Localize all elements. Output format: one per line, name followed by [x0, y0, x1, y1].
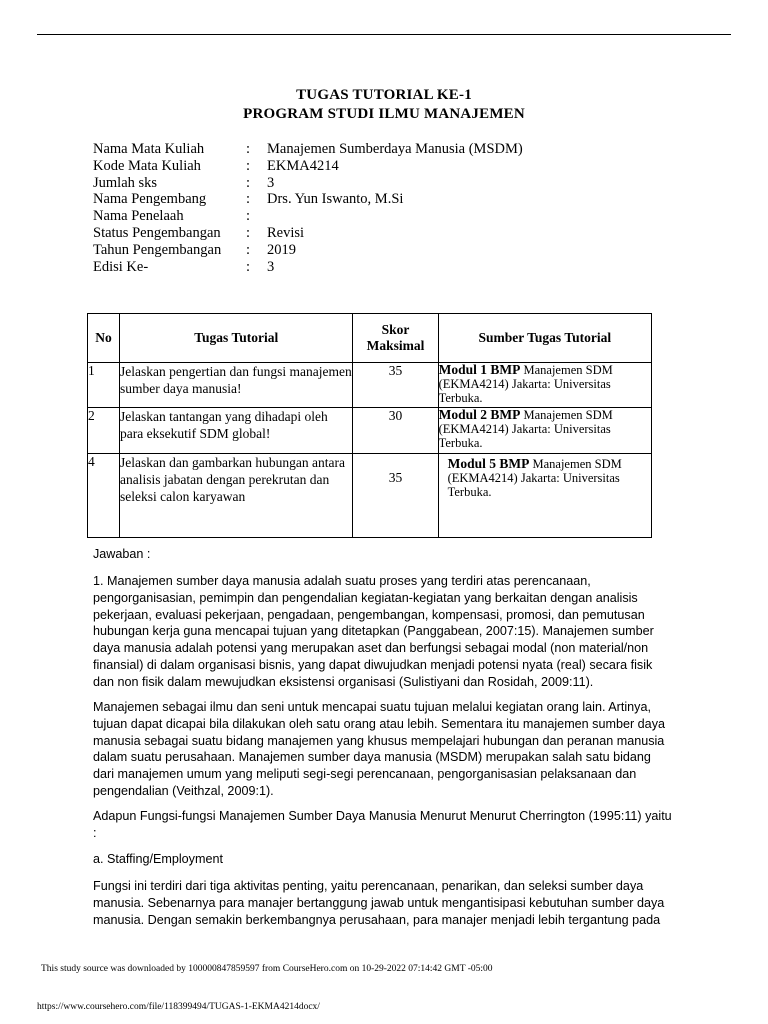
cell-no: 2: [88, 408, 120, 454]
cell-task: Jelaskan dan gambarkan hubungan antara analisis jabatan dengan perekrutan dan seleksi calon karyawan: [120, 454, 353, 538]
cell-source: [438, 454, 651, 538]
table-row: [88, 363, 652, 408]
info-colon: :: [246, 208, 251, 225]
header-no: No: [88, 314, 120, 363]
cell-skor: 35: [353, 363, 438, 408]
document-title: TUGAS TUTORIAL KE-1: [296, 87, 472, 103]
cell-skor: 30: [353, 408, 438, 454]
info-label: Edisi Ke-: [93, 258, 149, 275]
source-detail: Manajemen SDM (EKMA4214) Jakarta: Universitas Terbuka.: [438, 363, 613, 405]
info-colon: :: [246, 141, 251, 157]
info-colon: :: [246, 258, 251, 275]
table-header-row: [88, 314, 652, 363]
table-row: [88, 408, 652, 454]
info-value: Drs. Yun Iswanto, M.Si: [267, 191, 404, 208]
header-skor-line1: Skor: [381, 322, 410, 337]
source-detail: Manajemen SDM (EKMA4214) Jakarta: Universitas Terbuka.: [438, 408, 613, 450]
info-label: Nama Pengembang: [93, 191, 207, 208]
cell-no: 1: [88, 363, 120, 408]
cell-no: 4: [88, 454, 120, 538]
info-label: Status Pengembangan: [93, 224, 221, 241]
info-label: Tahun Pengembangan: [93, 241, 222, 258]
cell-source: [438, 408, 651, 454]
info-colon: :: [246, 157, 251, 174]
info-value: Revisi: [267, 224, 305, 241]
answer-subheading-staffing: a. Staffing/Employment: [93, 852, 223, 866]
cell-task: Jelaskan tantangan yang dihadapi oleh para eksekutif SDM global!: [120, 408, 353, 454]
info-colon: :: [246, 241, 251, 258]
cell-task: Jelaskan pengertian dan fungsi manajemen sumber daya manusia!: [120, 363, 353, 408]
info-colon: :: [246, 174, 251, 191]
info-value: 2019: [267, 241, 296, 258]
answer-paragraph-5: Fungsi ini terdiri dari tiga aktivitas penting, yaitu perencanaan, penarikan, dan seleksi sumber daya manusia. Sebenarnya para manajer bertanggung jawab untuk mengantisipasi kebutuhan sumber daya manusia. Dengan semakin berkembangnya perusahaan, para manajer menjadi lebih tergantung pada: [93, 879, 665, 927]
answer-paragraph-1: 1. Manajemen sumber daya manusia adalah suatu proses yang terdiri atas perencanaan, pengorganisasian, pemimpin dan pengendalian kegiatan-kegiatan yang berkaitan dengan analisis pekerjaan, evaluasi pekerjaan, pengadaan, pengembangan, kompensasi, promosi, dan pemutusan hubungan kerja guna mencapai tujuan yang ditetapkan (Panggabean, 2007:15). Manajemen sumber daya manusia adalah potensi yang merupakan aset dan berfungsi sebagai modal (non material/non finansial) di dalam organisasi bisnis, yang dapat diwujudkan menjadi potensi nyata (real) secara fisik dan non fisik dalam mewujudkan eksistensi organisasi (Sulistiyani dan Rosidah, 2009:11).: [93, 574, 654, 689]
header-skor-line2: Maksimal: [366, 338, 425, 353]
answer-heading: Jawaban :: [93, 547, 151, 561]
source-detail: Manajemen SDM (EKMA4214) Jakarta: Universitas Terbuka.: [447, 457, 622, 499]
top-rule: [37, 34, 731, 35]
cell-source: [438, 363, 651, 408]
download-notice: This study source was downloaded by 100000847859597 from CourseHero.com on 10-29-2022 07:14:42 GMT -05:00: [41, 964, 493, 974]
info-colon: :: [246, 224, 251, 241]
info-label: Nama Mata Kuliah: [93, 141, 205, 157]
source-url-link[interactable]: https://www.coursehero.com/file/118399494/TUGAS-1-EKMA4214docx/: [37, 1002, 320, 1012]
tutorial-task-table: [87, 313, 652, 538]
info-label: Nama Penelaah: [93, 208, 184, 225]
source-module: Modul 1 BMP: [438, 362, 521, 377]
info-colon: :: [246, 191, 251, 208]
header-task: Tugas Tutorial: [120, 314, 353, 363]
answer-paragraph-2: Manajemen sebagai ilmu dan seni untuk mencapai suatu tujuan melalui kegiatan orang lain. Artinya, tujuan dapat dicapai bila dilakukan oleh satu orang atau lebih. Sementara itu manajemen sumber daya manusia sebagai suatu bidang manajemen yang khusus mempelajari hubungan dan peranan manusia dalam suatu perusahaan. Manajemen sumber daya manusia (MSDM) merupakan salah satu bidang dari manajemen umum yang meliputi segi-segi perencanaan, pengorganisasian pelaksanaan dan pengendalian (Veithzal, 2009:1).: [93, 700, 665, 798]
table-row: [88, 454, 652, 538]
cell-skor: 35: [353, 454, 438, 538]
source-module: Modul 2 BMP: [438, 407, 521, 422]
info-value: 3: [267, 258, 275, 275]
info-value: 3: [267, 174, 275, 191]
source-module: Modul 5 BMP: [447, 456, 530, 471]
info-value: EKMA4214: [267, 157, 339, 174]
answer-paragraph-3: Adapun Fungsi-fungsi Manajemen Sumber Daya Manusia Menurut Menurut Cherrington (1995:11) yaitu :: [93, 809, 672, 840]
info-label: Kode Mata Kuliah: [93, 157, 201, 174]
header-source: Sumber Tugas Tutorial: [438, 314, 651, 363]
header-skor: [353, 314, 438, 363]
info-value: Manajemen Sumberdaya Manusia (MSDM): [267, 141, 523, 157]
document-subtitle: PROGRAM STUDI ILMU MANAJEMEN: [243, 106, 525, 122]
info-label: Jumlah sks: [93, 174, 158, 191]
